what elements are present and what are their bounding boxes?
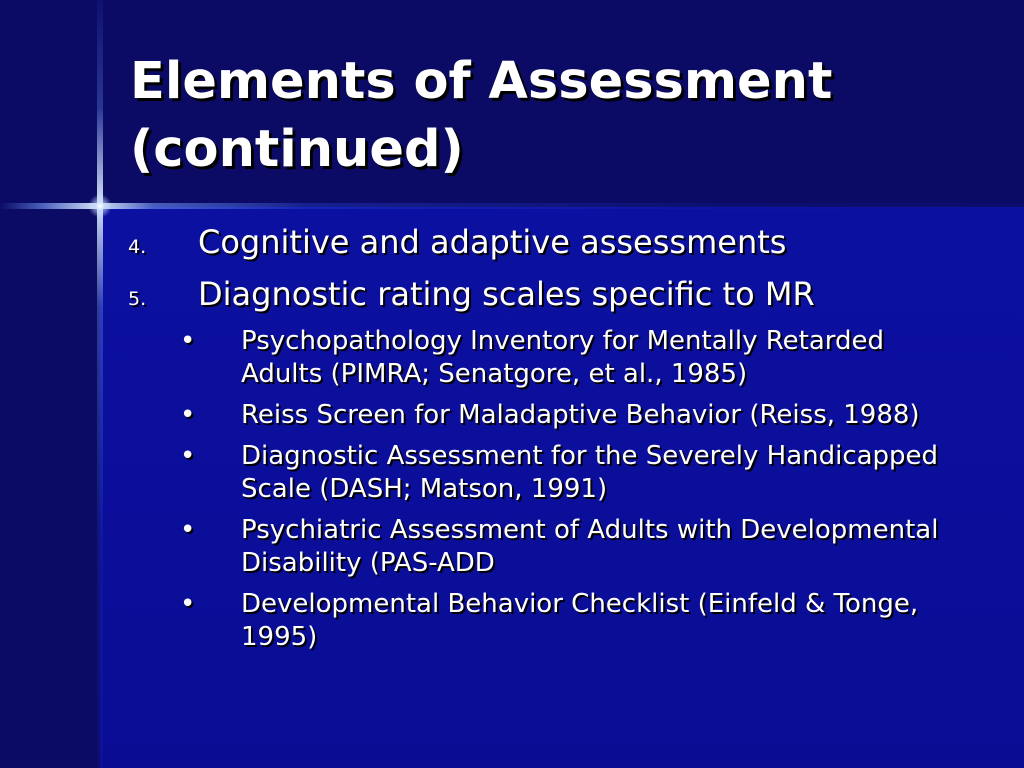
bullet-icon: • bbox=[180, 515, 196, 545]
numbered-item bbox=[128, 274, 988, 326]
list-item bbox=[180, 440, 988, 506]
list-item bbox=[180, 588, 988, 654]
item-number: 5. bbox=[128, 288, 147, 310]
item-text: Diagnostic rating scales specific to MR bbox=[198, 275, 815, 313]
light-star-icon bbox=[88, 194, 112, 218]
item-text: Cognitive and adaptive assessments bbox=[198, 223, 787, 261]
slide-body bbox=[128, 222, 988, 662]
numbered-item bbox=[128, 222, 988, 274]
list-item bbox=[180, 325, 988, 391]
horizontal-light-beam bbox=[0, 203, 1024, 209]
list-item-text: Diagnostic Assessment for the Severely Handicapped Scale (DASH; Matson, 1991) bbox=[241, 441, 939, 504]
list-item-text: Psychiatric Assessment of Adults with Developmental Disability (PAS-ADD bbox=[241, 515, 939, 578]
list-item-text: Developmental Behavior Checklist (Einfeld & Tonge, 1995) bbox=[241, 589, 919, 652]
list-item bbox=[180, 514, 988, 580]
rating-scales-list bbox=[128, 325, 988, 654]
list-item bbox=[180, 399, 988, 432]
list-item-text: Psychopathology Inventory for Mentally Retarded Adults (PIMRA; Senatgore, et al., 1985) bbox=[241, 326, 884, 389]
item-number: 4. bbox=[128, 236, 147, 258]
bullet-icon: • bbox=[180, 589, 196, 619]
list-item-text: Reiss Screen for Maladaptive Behavior (Reiss, 1988) bbox=[241, 400, 920, 430]
slide-title: Elements of Assessment (continued) bbox=[130, 52, 833, 179]
bullet-icon: • bbox=[180, 326, 196, 356]
bullet-icon: • bbox=[180, 441, 196, 471]
bullet-icon: • bbox=[180, 400, 196, 430]
vertical-light-beam bbox=[97, 0, 103, 768]
left-margin-background bbox=[0, 207, 100, 768]
